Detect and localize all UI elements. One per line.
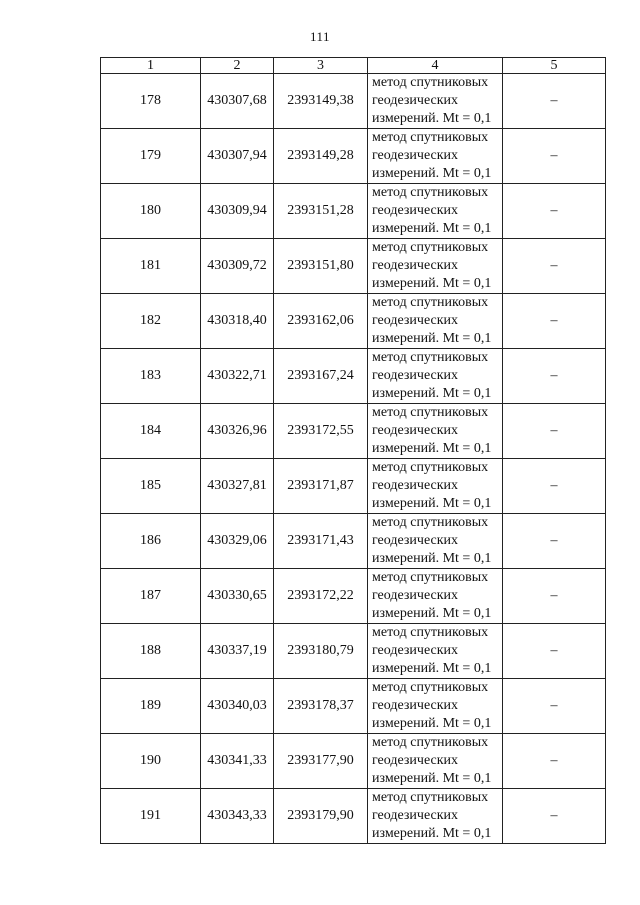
point-number-cell: 183 [101,349,201,404]
x-coordinate-cell: 430307,68 [201,74,274,129]
description-cell: – [503,404,606,459]
description-cell: – [503,679,606,734]
method-line-1: метод спутниковых [372,460,489,475]
point-number-cell: 181 [101,239,201,294]
method-line-1: метод спутниковых [372,185,489,200]
table-row [101,349,606,404]
method-cell [368,734,503,789]
x-coordinate-cell: 430309,72 [201,239,274,294]
x-coordinate-cell: 430340,03 [201,679,274,734]
method-line-2: геодезических [372,478,459,493]
method-line-2: геодезических [372,808,459,823]
y-coordinate-cell: 2393172,55 [274,404,368,459]
point-number-cell: 178 [101,74,201,129]
table-body [101,74,606,844]
point-number-cell: 189 [101,679,201,734]
method-line-3: измерений. Mt = 0,1 [372,111,492,126]
method-line-1: метод спутниковых [372,295,489,310]
method-line-3: измерений. Mt = 0,1 [372,771,492,786]
method-cell [368,514,503,569]
point-number-cell: 184 [101,404,201,459]
column-header-4: 4 [368,58,503,74]
method-cell [368,74,503,129]
method-line-2: геодезических [372,258,459,273]
x-coordinate-cell: 430341,33 [201,734,274,789]
method-line-3: измерений. Mt = 0,1 [372,166,492,181]
x-coordinate-cell: 430326,96 [201,404,274,459]
description-cell: – [503,514,606,569]
method-line-2: геодезических [372,423,459,438]
method-line-1: метод спутниковых [372,515,489,530]
y-coordinate-cell: 2393171,87 [274,459,368,514]
method-line-1: метод спутниковых [372,680,489,695]
method-line-3: измерений. Mt = 0,1 [372,551,492,566]
method-line-3: измерений. Mt = 0,1 [372,276,492,291]
y-coordinate-cell: 2393172,22 [274,569,368,624]
x-coordinate-cell: 430329,06 [201,514,274,569]
method-cell [368,789,503,844]
method-line-2: геодезических [372,368,459,383]
description-cell: – [503,624,606,679]
description-cell: – [503,789,606,844]
method-line-1: метод спутниковых [372,75,489,90]
method-line-1: метод спутниковых [372,130,489,145]
description-cell: – [503,734,606,789]
point-number-cell: 188 [101,624,201,679]
method-line-2: геодезических [372,533,459,548]
table-row [101,129,606,184]
point-number-cell: 187 [101,569,201,624]
method-line-3: измерений. Mt = 0,1 [372,606,492,621]
method-line-3: измерений. Mt = 0,1 [372,441,492,456]
method-line-3: измерений. Mt = 0,1 [372,496,492,511]
y-coordinate-cell: 2393171,43 [274,514,368,569]
description-cell: – [503,349,606,404]
y-coordinate-cell: 2393179,90 [274,789,368,844]
method-cell [368,624,503,679]
method-cell [368,184,503,239]
x-coordinate-cell: 430337,19 [201,624,274,679]
description-cell: – [503,294,606,349]
table-row [101,294,606,349]
method-cell [368,569,503,624]
description-cell: – [503,129,606,184]
point-number-cell: 185 [101,459,201,514]
table-row [101,734,606,789]
table-row [101,404,606,459]
method-line-1: метод спутниковых [372,570,489,585]
table-row [101,184,606,239]
point-number-cell: 179 [101,129,201,184]
method-line-2: геодезических [372,588,459,603]
method-line-2: геодезических [372,93,459,108]
table-row [101,74,606,129]
method-line-3: измерений. Mt = 0,1 [372,386,492,401]
x-coordinate-cell: 430318,40 [201,294,274,349]
table-row [101,679,606,734]
description-cell: – [503,569,606,624]
method-line-3: измерений. Mt = 0,1 [372,331,492,346]
method-line-1: метод спутниковых [372,405,489,420]
table-row [101,569,606,624]
table-row [101,239,606,294]
method-line-2: геодезических [372,698,459,713]
method-line-3: измерений. Mt = 0,1 [372,826,492,841]
column-header-3: 3 [274,58,368,74]
y-coordinate-cell: 2393180,79 [274,624,368,679]
method-cell [368,129,503,184]
y-coordinate-cell: 2393178,37 [274,679,368,734]
description-cell: – [503,74,606,129]
method-line-2: геодезических [372,753,459,768]
description-cell: – [503,459,606,514]
point-number-cell: 182 [101,294,201,349]
y-coordinate-cell: 2393149,28 [274,129,368,184]
x-coordinate-cell: 430327,81 [201,459,274,514]
y-coordinate-cell: 2393177,90 [274,734,368,789]
method-cell [368,459,503,514]
column-header-5: 5 [503,58,606,74]
y-coordinate-cell: 2393151,80 [274,239,368,294]
method-line-2: геодезических [372,148,459,163]
point-number-cell: 180 [101,184,201,239]
method-cell [368,239,503,294]
method-line-3: измерений. Mt = 0,1 [372,716,492,731]
method-line-3: измерений. Mt = 0,1 [372,661,492,676]
method-cell [368,349,503,404]
y-coordinate-cell: 2393149,38 [274,74,368,129]
point-number-cell: 191 [101,789,201,844]
y-coordinate-cell: 2393167,24 [274,349,368,404]
coordinates-table [100,57,606,844]
x-coordinate-cell: 430309,94 [201,184,274,239]
y-coordinate-cell: 2393162,06 [274,294,368,349]
method-cell [368,294,503,349]
page-number: 111 [309,29,331,44]
method-cell [368,404,503,459]
x-coordinate-cell: 430343,33 [201,789,274,844]
column-header-2: 2 [201,58,274,74]
method-line-1: метод спутниковых [372,625,489,640]
method-line-3: измерений. Mt = 0,1 [372,221,492,236]
point-number-cell: 190 [101,734,201,789]
description-cell: – [503,184,606,239]
x-coordinate-cell: 430307,94 [201,129,274,184]
method-line-1: метод спутниковых [372,790,489,805]
table-row [101,514,606,569]
point-number-cell: 186 [101,514,201,569]
method-line-1: метод спутниковых [372,735,489,750]
description-cell: – [503,239,606,294]
table-row [101,459,606,514]
method-line-1: метод спутниковых [372,240,489,255]
column-header-1: 1 [101,58,201,74]
table-row [101,789,606,844]
method-line-1: метод спутниковых [372,350,489,365]
method-line-2: геодезических [372,313,459,328]
x-coordinate-cell: 430330,65 [201,569,274,624]
method-cell [368,679,503,734]
table-header-row [101,58,606,74]
y-coordinate-cell: 2393151,28 [274,184,368,239]
x-coordinate-cell: 430322,71 [201,349,274,404]
table-row [101,624,606,679]
method-line-2: геодезических [372,643,459,658]
method-line-2: геодезических [372,203,459,218]
